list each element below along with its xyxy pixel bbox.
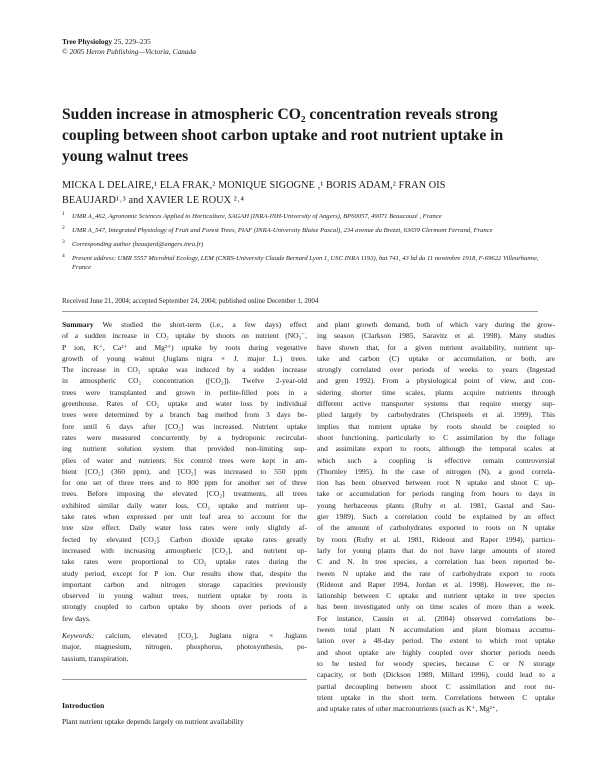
abstract-line: take rates were proportional to CO₂ uptake rates during the: [62, 557, 307, 567]
affiliation-2: 2 UMR A_547, Integrated Physiology of Fruit and Forest Trees, PIAF (INRA-University Blaise Pascal), 234 avenue du Brezet, 63039 Clermont Ferrand, France: [62, 225, 493, 234]
body-text-line: lation over a 48-day period. The extent to which root uptake: [317, 636, 555, 646]
abstract-line: trees. Before imposing the elevated [CO₂] treatments, all trees: [62, 489, 307, 499]
affiliation-1: 1 UMR A_462, Agronomic Sciences Applied to Horticulture, SAGAH (INRA-INH-University of Angers), BP60057, 49071 Beaucouzé , France: [62, 211, 442, 220]
body-text-line: by roots (Rufty et al. 1981, Rideout and Raper 1994), particu-: [317, 534, 555, 544]
body-text-line: (Rideout and Raper 1994, Jordan et al. 1998). However, the re-: [317, 579, 555, 589]
keywords-line: Keywords: calcium, elevated [CO₂], Juglans nigra × Juglans: [62, 631, 307, 641]
journal-volume: 25, 229–235: [112, 37, 151, 46]
abstract-line: for one set of three trees and to 800 ppm for another set of three: [62, 478, 307, 488]
body-text-line: have shown that, for a given nutrient availability, nutrient up-: [317, 342, 555, 352]
body-text-line: and gren 1992). From a physiological point of view, and con-: [317, 376, 555, 386]
body-text-line: capacity, or both (Dickson 1989, Millard 1996), could lead to a: [317, 670, 555, 680]
abstract-line: growth of young walnut (Juglans nigra × J. major L.) trees.: [62, 353, 307, 363]
body-text-line: which such a coupling is effective remain controversial: [317, 455, 555, 465]
body-text-line: tween total plant N accumulation and plant biomass accumu-: [317, 625, 555, 635]
keywords: [62, 630, 307, 664]
body-text-line: young herbaceous plants (Rufty et al. 1981, Gastal and Sau-: [317, 500, 555, 510]
abstract-body: [62, 319, 307, 624]
abstract-line: greenhouse. Rates of CO₂ uptake and water loss by individual: [62, 399, 307, 409]
affiliation-4: 4 Present address: UMR 5557 Microbial Ecology, LEM (CNRS-University Claude Bernard Lyon 1, USC INRA 1193), bat 741, 43 bd du 11 novembre 1918, F-69622 Villeurbanne, France: [62, 253, 539, 271]
body-text-line: implies that nutrient uptake by roots should be coupled to: [317, 421, 555, 431]
body-text-line: to be tested for woody species, because C or N storage: [317, 658, 555, 668]
abstract-line: important carbon and nitrogen storage capacities previously: [62, 579, 307, 589]
body-text-line: tion has been observed between root N uptake and shoot C up-: [317, 478, 555, 488]
abstract-line: study period, except for P ion. Our results show that, despite the: [62, 568, 307, 578]
body-text-line: tween N uptake and the rate of carbohydrate export to roots: [317, 568, 555, 578]
right-column: [317, 319, 555, 714]
body-text-line: and uptake rates of other macronutrients (such as K⁺, Mg²⁺,: [317, 704, 498, 714]
abstract-line: exhibited similar daily water loss, CO₂ uptake and nutrient up-: [62, 500, 307, 510]
body-text-line: ing season (Clarkson 1985, Saravitz et al. 1998). Many studies: [317, 331, 555, 341]
body-text-line: take or accumulation for periods ranging from hours to days in: [317, 489, 555, 499]
abstract-column: [62, 319, 307, 664]
abstract-line: Summary We studied the short-term (i.e., a few days) effect: [62, 320, 307, 329]
abstract-line: bient [CO₂] (360 ppm), and [CO₂] was increased to 550 ppm: [62, 466, 307, 476]
body-text-line: partial decoupling between shoot C assimilation and root nu-: [317, 681, 555, 691]
body-text-line: C and N. In tree species, a correlation has been reported be-: [317, 557, 555, 567]
abstract-line: of a sudden increase in CO₂ uptake by shoots on nutrient (NO₃⁻,: [62, 331, 307, 341]
abstract-line: strongly coupled to carbon uptake by shoots over periods of a: [62, 602, 307, 612]
keywords-line: major, magnesium, nitrogen, phosphorus, photosynthesis, po-: [62, 642, 307, 652]
body-text-line: of the amount of carbohydrates exported to roots on N uptake: [317, 523, 555, 533]
abstract-line: observed in young walnut trees, nutrient uptake by roots is: [62, 591, 307, 601]
header-divider: [62, 311, 538, 312]
abstract-line: trees were determined by a branch bag method from 3 days be-: [62, 410, 307, 420]
body-text-line: plied largely by carbohydrates (Chrispeels et al. 1999). This: [317, 410, 555, 420]
journal-name: Tree Physiology: [62, 37, 113, 46]
abstract-divider: [62, 679, 307, 680]
abstract-line: plies of water and nutrients. Six control trees were kept in am-: [62, 455, 307, 465]
body-text-line: shoot functioning, particularly to C assimilation by the foliage: [317, 432, 555, 442]
authors-line-1: MICKA L DELAIRE,¹ ELA FRAK,² MONIQUE SIGOGNE ,¹ BORIS ADAM,² FRAN OIS: [62, 180, 446, 191]
body-text-line: sidering shorter time scales, plants acquire nutrients through: [317, 387, 555, 397]
body-text-line: and plant growth demand, both of which vary during the grow-: [317, 320, 555, 329]
keywords-label: Keywords:: [62, 631, 95, 641]
abstract-line: P ion, K⁺, Ca²⁺ and Mg²⁺) uptake by roots during vegetative: [62, 342, 307, 352]
author-list: [62, 178, 532, 208]
abstract-line: The increase in CO₂ uptake was induced by a sudden increase: [62, 365, 307, 375]
abstract-line: rates were measured concurrently by a hydroponic recirculat-: [62, 432, 307, 442]
journal-copyright: © 2005 Heron Publishing—Victoria, Canada: [62, 47, 196, 56]
body-text-line: and assimilate export to roots, although the temporal scales at: [317, 444, 555, 454]
abstract-line: fected by elevated [CO₂]. Carbon dioxide uptake rates greatly: [62, 534, 307, 544]
abstract-line: tree size effect. Daily water loss rates were only slightly af-: [62, 523, 307, 533]
body-text-line: (Thornley 1995). In the case of nitrogen (N), a good correla-: [317, 466, 555, 476]
abstract-line: fore until 6 days after [CO₂] was increased. Nutrient uptake: [62, 421, 307, 431]
abstract-line: trees were transplanted and grown in perlite-filled pots in a: [62, 387, 307, 397]
abstract-label: Summary: [62, 320, 94, 329]
abstract-line: few days.: [62, 613, 91, 623]
journal-header: [62, 37, 196, 57]
authors-line-2: BEAUJARD¹˒³ and XAVIER LE ROUX ²˒⁴: [62, 195, 245, 206]
abstract-line: ing nutrient solution system that provided non-limiting sup-: [62, 444, 307, 454]
abstract-line: take rates when expressed per unit leaf area to account for the: [62, 512, 307, 522]
received-dates: Received June 21, 2004; accepted September 24, 2004; published online December 1, 2004: [62, 297, 319, 305]
abstract-line: increased with increasing atmospheric [CO₂], and nutrient up-: [62, 545, 307, 555]
body-text-line: gier 1989). Such a correlation could be explained by an effect: [317, 512, 555, 522]
abstract-line: in atmospheric CO₂ concentration ([CO₂]). Twelve 2-year-old: [62, 376, 307, 386]
body-text-line: larly for young plants that do not have large amounts of stored: [317, 545, 555, 555]
body-text-line: and shoot uptake are highly coupled over shorter periods needs: [317, 647, 555, 657]
article-title: Sudden increase in atmospheric CO₂ concentration reveals strong coupling between shoot carbon uptake and root nutrient uptake in young walnut trees: [62, 106, 504, 165]
keywords-line: tassium, transpiration.: [62, 653, 129, 663]
body-text-line: different active transporter systems that require energy sup-: [317, 399, 555, 409]
body-text-line: strongly correlated over periods of weeks to years (Ingestad: [317, 365, 555, 375]
introduction-heading: Introduction: [62, 701, 105, 710]
introduction-first-line: Plant nutrient uptake depends largely on nutrient availability: [62, 717, 244, 726]
body-text-line: take and carbon (C) uptake or accumulation, or both, are: [317, 353, 555, 363]
affiliations: [62, 212, 542, 277]
body-text-line: lationship between C uptake and nutrient uptake in tree species: [317, 591, 555, 601]
affiliation-3: 3 Corresponding author (beaujard@angers.inra.fr): [62, 239, 204, 248]
body-text-line: has been investigated only on time scales of more than a week.: [317, 602, 555, 612]
body-text-line: For instance, Causin et al. (2004) observed correlations be-: [317, 613, 555, 623]
body-text-line: trient uptake in the short term. Correlations between C uptake: [317, 692, 555, 702]
